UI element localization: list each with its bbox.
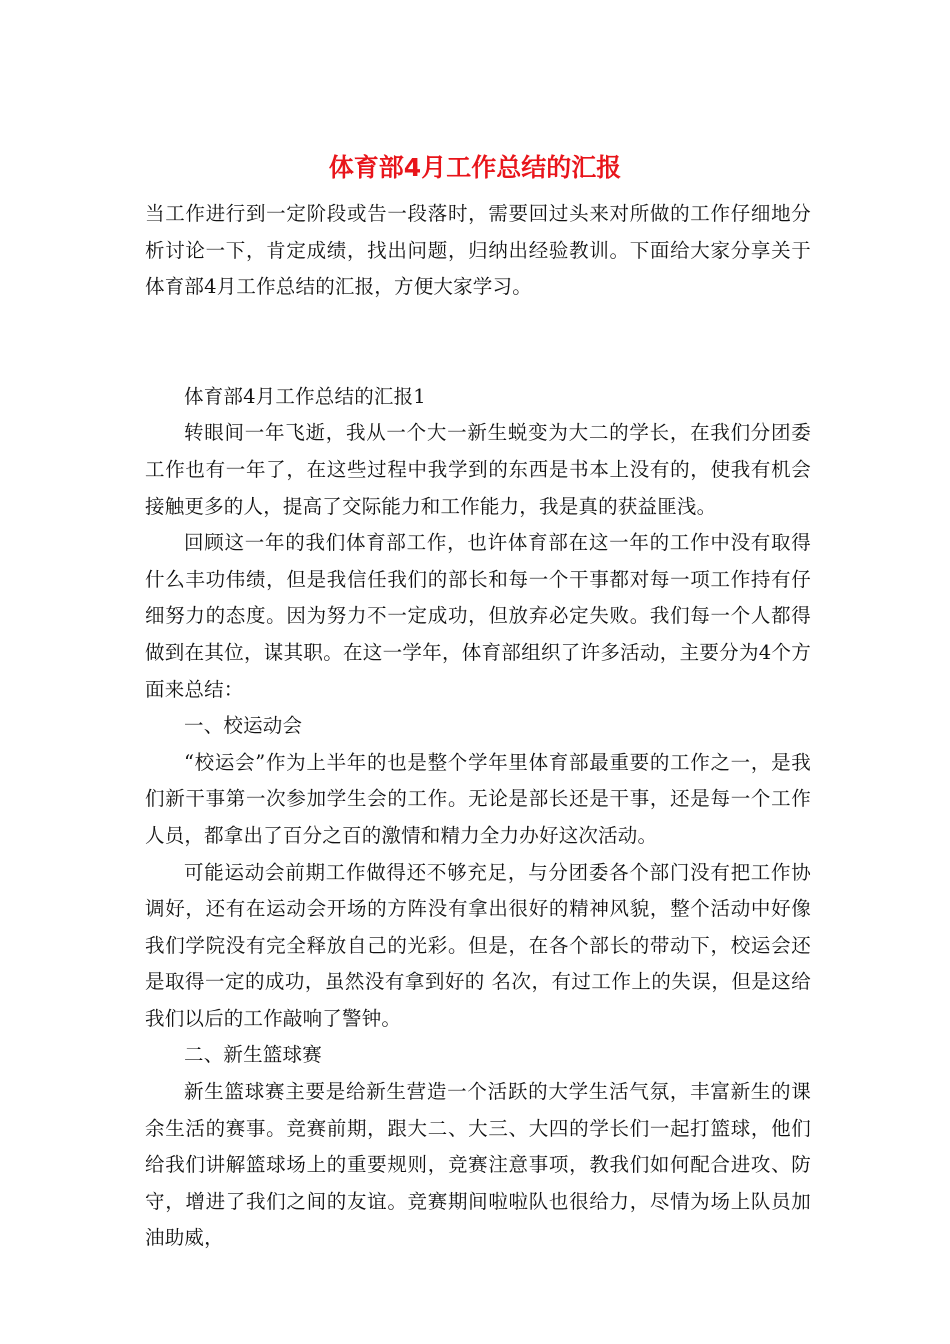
- document-body: [145, 196, 811, 1257]
- document-title: 体育部4月工作总结的汇报: [328, 153, 622, 182]
- body-paragraph: 可能运动会前期工作做得还不够充足，与分团委各个部门没有把工作协调好，还有在运动会开场的方阵没有拿出很好的精神风貌，整个活动中好像我们学院没有完全释放自己的光彩。但是，在各个部长的带动下，校运会还是取得一定的成功，虽然没有拿到好的 名次，有过工作上的失误，但是这给我们以后的工作敲响了警钟。: [145, 860, 811, 1030]
- section-title: 体育部4月工作总结的汇报1: [184, 384, 426, 408]
- intro-paragraph: 当工作进行到一定阶段或告一段落时，需要回过头来对所做的工作仔细地分析讨论一下，肯定成绩，找出问题，归纳出经验教训。下面给大家分享关于体育部4月工作总结的汇报，方便大家学习。: [145, 202, 811, 299]
- subheading-sports-meet: 一、校运动会: [184, 714, 303, 738]
- paragraph-spacer: [145, 306, 811, 379]
- body-paragraph: “校运会”作为上半年的也是整个学年里体育部最重要的工作之一，是我们新干事第一次参加学生会的工作。无论是部长还是干事，还是每一个工作人员，都拿出了百分之百的激情和精力全力办好这次活动。: [145, 750, 811, 847]
- body-paragraph: 回顾这一年的我们体育部工作，也许体育部在这一年的工作中没有取得什么丰功伟绩，但是我信任我们的部长和每一个干事都对每一项工作持有仔细努力的态度。因为努力不一定成功，但放弃必定失败。我们每一个人都得做到在其位，谋其职。在这一学年，体育部组织了许多活动，主要分为4个方面来总结：: [145, 531, 811, 701]
- body-paragraph: 新生篮球赛主要是给新生营造一个活跃的大学生活气氛，丰富新生的课余生活的赛事。竞赛前期，跟大二、大三、大四的学长们一起打篮球，他们给我们讲解篮球场上的重要规则，竞赛注意事项，教我们如何配合进攻、防守，增进了我们之间的友谊。竞赛期间啦啦队也很给力，尽情为场上队员加油助威，: [145, 1080, 811, 1250]
- subheading-basketball: 二、新生篮球赛: [184, 1043, 322, 1067]
- body-paragraph: 转眼间一年飞逝，我从一个大一新生蜕变为大二的学长，在我们分团委工作也有一年了，在这些过程中我学到的东西是书本上没有的，使我有机会接触更多的人，提高了交际能力和工作能力，我是真的获益匪浅。: [145, 421, 811, 518]
